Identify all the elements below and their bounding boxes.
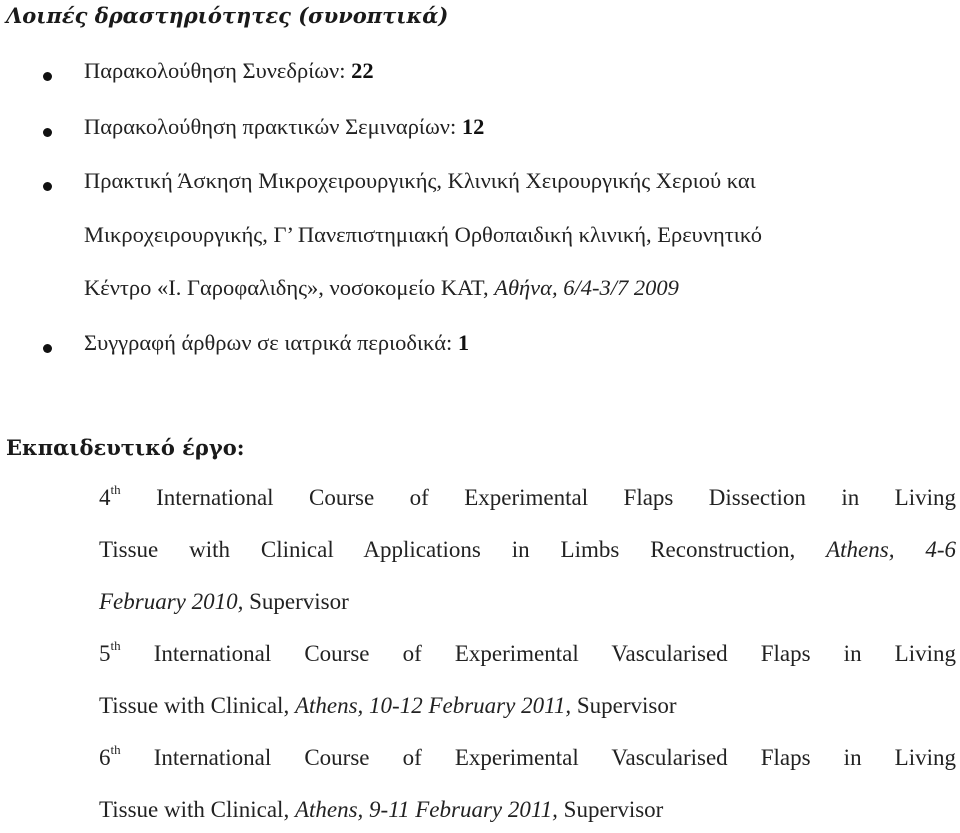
bullet-icon: [43, 128, 52, 137]
course-ordinal: 4th: [99, 482, 121, 510]
course-ordinal: 5th: [99, 638, 121, 666]
bullet-icon: [43, 182, 52, 191]
item-line: Μικροχειρουργικής, Γ’ Πανεπιστημιακή Ορθοπαιδική κλινική, Ερευνητικό: [84, 222, 762, 247]
course-role: Supervisor: [576, 693, 677, 718]
course-title: International Course of Experimental Vascularised Flaps in Living: [153, 641, 957, 666]
course-role: Supervisor: [249, 589, 349, 614]
item-value: 1: [457, 330, 470, 355]
course-place-date: Athens, 9-11 February 2011,: [294, 797, 558, 822]
course-role: Supervisor: [563, 797, 664, 822]
item-label: Παρακολούθηση Συνεδρίων:: [84, 58, 346, 83]
item-value: 12: [461, 114, 485, 139]
course-place-date: Athens, 4-6: [826, 537, 957, 562]
course-place-date: Athens, 10-12 February 2011,: [294, 693, 572, 718]
course-title: Tissue with Clinical,: [99, 797, 290, 822]
course-title: International Course of Experimental Vascularised Flaps in Living: [153, 745, 957, 770]
item-label: Συγγραφή άρθρων σε ιατρικά περιοδικά:: [84, 330, 453, 355]
course-title: Tissue with Clinical,: [99, 693, 290, 718]
course-date: February 2010,: [99, 589, 244, 614]
item-value: 22: [351, 58, 374, 83]
item-line: Κέντρο «Ι. Γαροφαλιδης», νοσοκομείο ΚΑΤ,: [84, 275, 489, 300]
course-ordinal: 6th: [99, 742, 121, 770]
other-activities-heading: Λοιπές δραστηριότητες (συνοπτικά): [6, 3, 449, 28]
item-label: Παρακολούθηση πρακτικών Σεμιναρίων:: [84, 114, 457, 139]
item-date: Αθήνα, 6/4-3/7 2009: [494, 275, 679, 300]
bullet-icon: [43, 344, 52, 353]
bullet-icon: [43, 72, 52, 81]
teaching-heading: Εκπαιδευτικό έργο:: [6, 435, 245, 460]
course-title: International Course of Experimental Flaps Dissection in Living: [156, 485, 956, 510]
item-line: Πρακτική Άσκηση Μικροχειρουργικής, Κλινική Χειρουργικής Χεριού και: [84, 168, 756, 193]
course-title: Tissue with Clinical Applications in Limbs Reconstruction,: [99, 537, 796, 562]
